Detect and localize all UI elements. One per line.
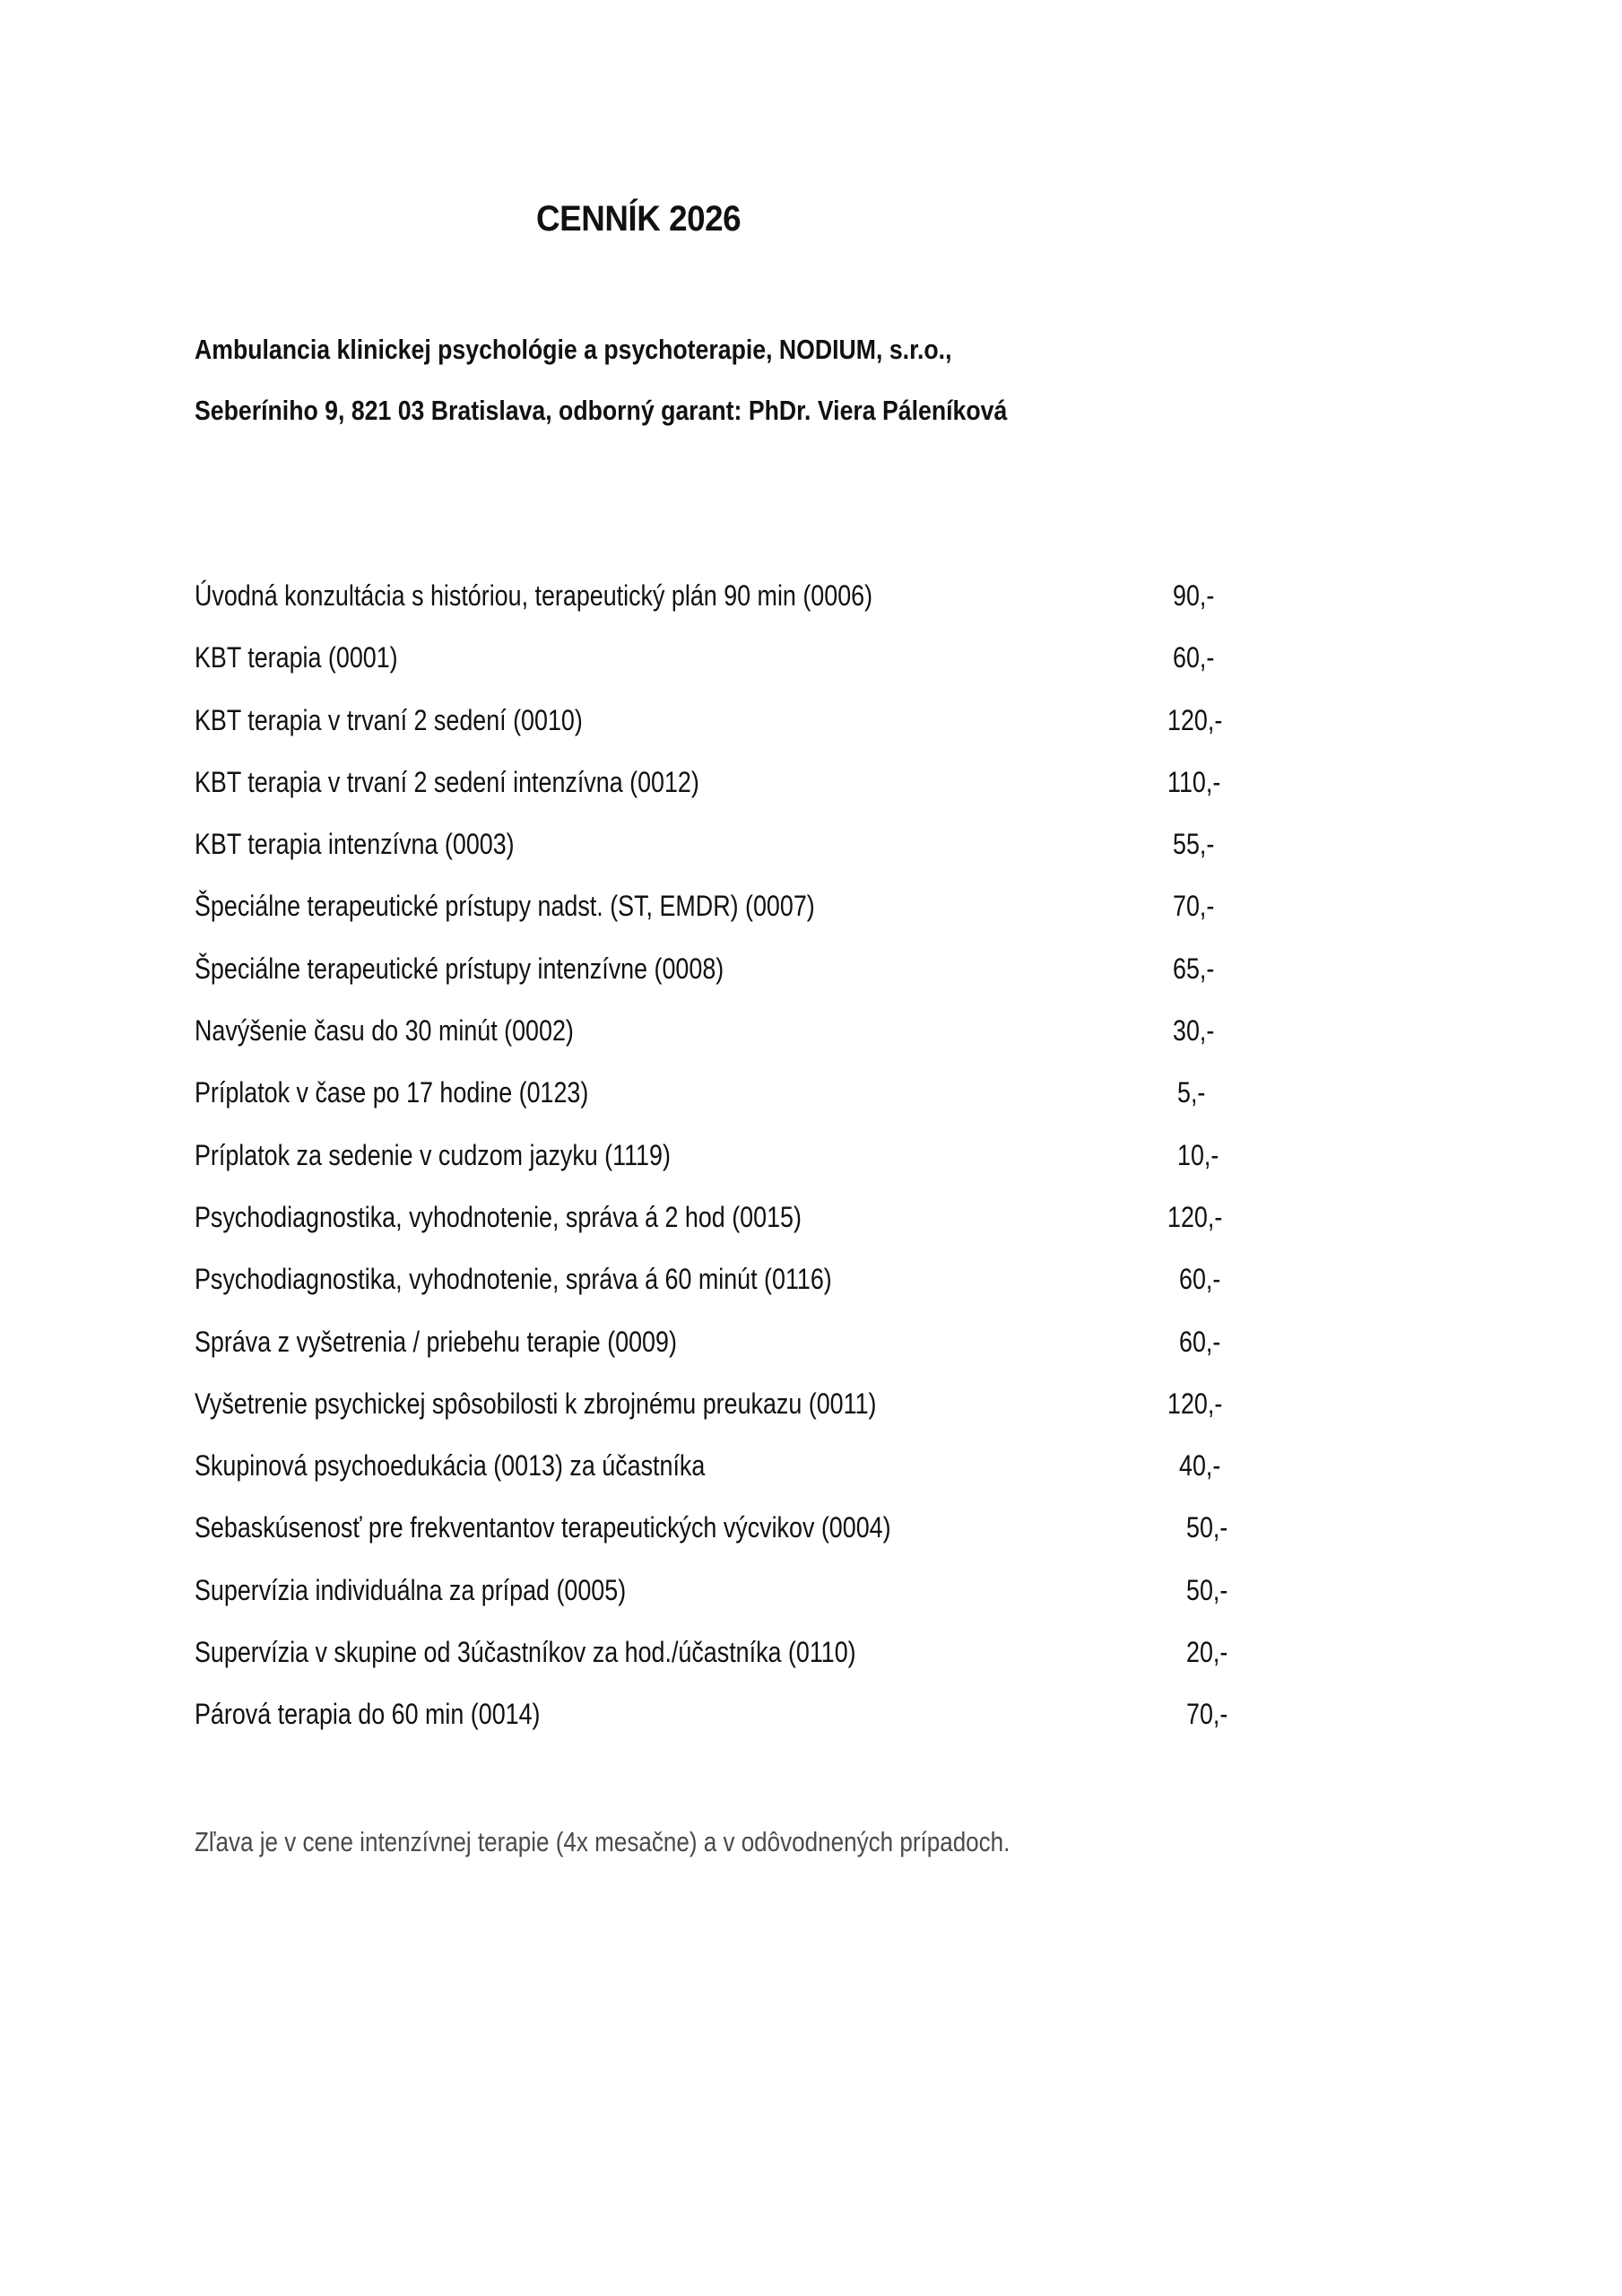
price-row xyxy=(195,952,1271,1014)
service-label: Špeciálne terapeutické prístupy intenzívne (0008) xyxy=(195,952,724,985)
price-row xyxy=(195,1139,1271,1201)
service-price: 60,- xyxy=(1173,641,1215,674)
price-row xyxy=(195,1698,1271,1760)
price-row xyxy=(195,641,1271,703)
price-row xyxy=(195,1387,1271,1449)
service-price: 55,- xyxy=(1173,828,1215,861)
price-row xyxy=(195,890,1271,952)
service-label: Vyšetrenie psychickej spôsobilosti k zbrojnému preukazu (0011) xyxy=(195,1387,877,1420)
discount-note: Zľava je v cene intenzívnej terapie (4x mesačne) a v odôvodnených prípadoch. xyxy=(195,1826,1010,1857)
service-price: 50,- xyxy=(1186,1511,1228,1544)
service-label: Párová terapia do 60 min (0014) xyxy=(195,1698,541,1731)
service-label: Príplatok za sedenie v cudzom jazyku (1119) xyxy=(195,1138,671,1171)
price-row xyxy=(195,704,1271,766)
price-row xyxy=(195,1511,1271,1573)
service-label: KBT terapia v trvaní 2 sedení (0010) xyxy=(195,703,583,736)
price-row xyxy=(195,1201,1271,1263)
service-label: Sebaskúsenosť pre frekventantov terapeutických výcvikov (0004) xyxy=(195,1511,891,1544)
price-row xyxy=(195,766,1271,828)
service-price: 20,- xyxy=(1186,1636,1228,1669)
clinic-name: Ambulancia klinickej psychológie a psychoterapie, NODIUM, s.r.o., xyxy=(195,334,952,365)
service-label: Skupinová psychoedukácia (0013) za účastníka xyxy=(195,1449,706,1483)
service-price: 40,- xyxy=(1179,1449,1221,1483)
service-label: KBT terapia v trvaní 2 sedení intenzívna (0012) xyxy=(195,765,699,798)
service-label: Supervízia v skupine od 3účastníkov za hod./účastníka (0110) xyxy=(195,1636,856,1669)
service-price: 70,- xyxy=(1186,1698,1228,1731)
price-row xyxy=(195,1636,1271,1698)
service-price: 30,- xyxy=(1173,1014,1215,1048)
service-price: 60,- xyxy=(1179,1325,1221,1358)
service-label: Úvodná konzultácia s históriou, terapeutický plán 90 min (0006) xyxy=(195,579,873,612)
service-price: 65,- xyxy=(1173,952,1215,985)
price-row xyxy=(195,1326,1271,1387)
price-row xyxy=(195,1263,1271,1325)
service-price: 70,- xyxy=(1173,890,1215,923)
service-label: Správa z vyšetrenia / priebehu terapie (0009) xyxy=(195,1325,677,1358)
service-price: 5,- xyxy=(1177,1076,1206,1109)
price-list xyxy=(195,579,1271,1761)
price-row xyxy=(195,1449,1271,1511)
service-price: 120,- xyxy=(1167,1387,1223,1420)
service-label: Psychodiagnostika, vyhodnotenie, správa á 60 minút (0116) xyxy=(195,1263,832,1296)
service-label: Psychodiagnostika, vyhodnotenie, správa á 2 hod (0015) xyxy=(195,1200,802,1233)
price-row xyxy=(195,1014,1271,1076)
page-title: CENNÍK 2026 xyxy=(536,199,742,239)
service-price: 10,- xyxy=(1177,1138,1219,1171)
service-price: 90,- xyxy=(1173,579,1215,612)
service-price: 60,- xyxy=(1179,1263,1221,1296)
price-row xyxy=(195,579,1271,641)
service-label: KBT terapia (0001) xyxy=(195,641,398,674)
service-label: Príplatok v čase po 17 hodine (0123) xyxy=(195,1076,589,1109)
service-label: Špeciálne terapeutické prístupy nadst. (ST, EMDR) (0007) xyxy=(195,890,815,923)
service-price: 50,- xyxy=(1186,1573,1228,1606)
service-label: Supervízia individuálna za prípad (0005) xyxy=(195,1573,627,1606)
price-row xyxy=(195,1574,1271,1636)
service-label: Navýšenie času do 30 minút (0002) xyxy=(195,1014,574,1048)
price-row xyxy=(195,1076,1271,1138)
service-price: 120,- xyxy=(1167,1200,1223,1233)
service-price: 120,- xyxy=(1167,703,1223,736)
price-row xyxy=(195,828,1271,890)
service-price: 110,- xyxy=(1167,765,1221,798)
clinic-address-guarantor: Seberíniho 9, 821 03 Bratislava, odborný garant: PhDr. Viera Páleníková xyxy=(195,395,1008,426)
service-label: KBT terapia intenzívna (0003) xyxy=(195,828,515,861)
